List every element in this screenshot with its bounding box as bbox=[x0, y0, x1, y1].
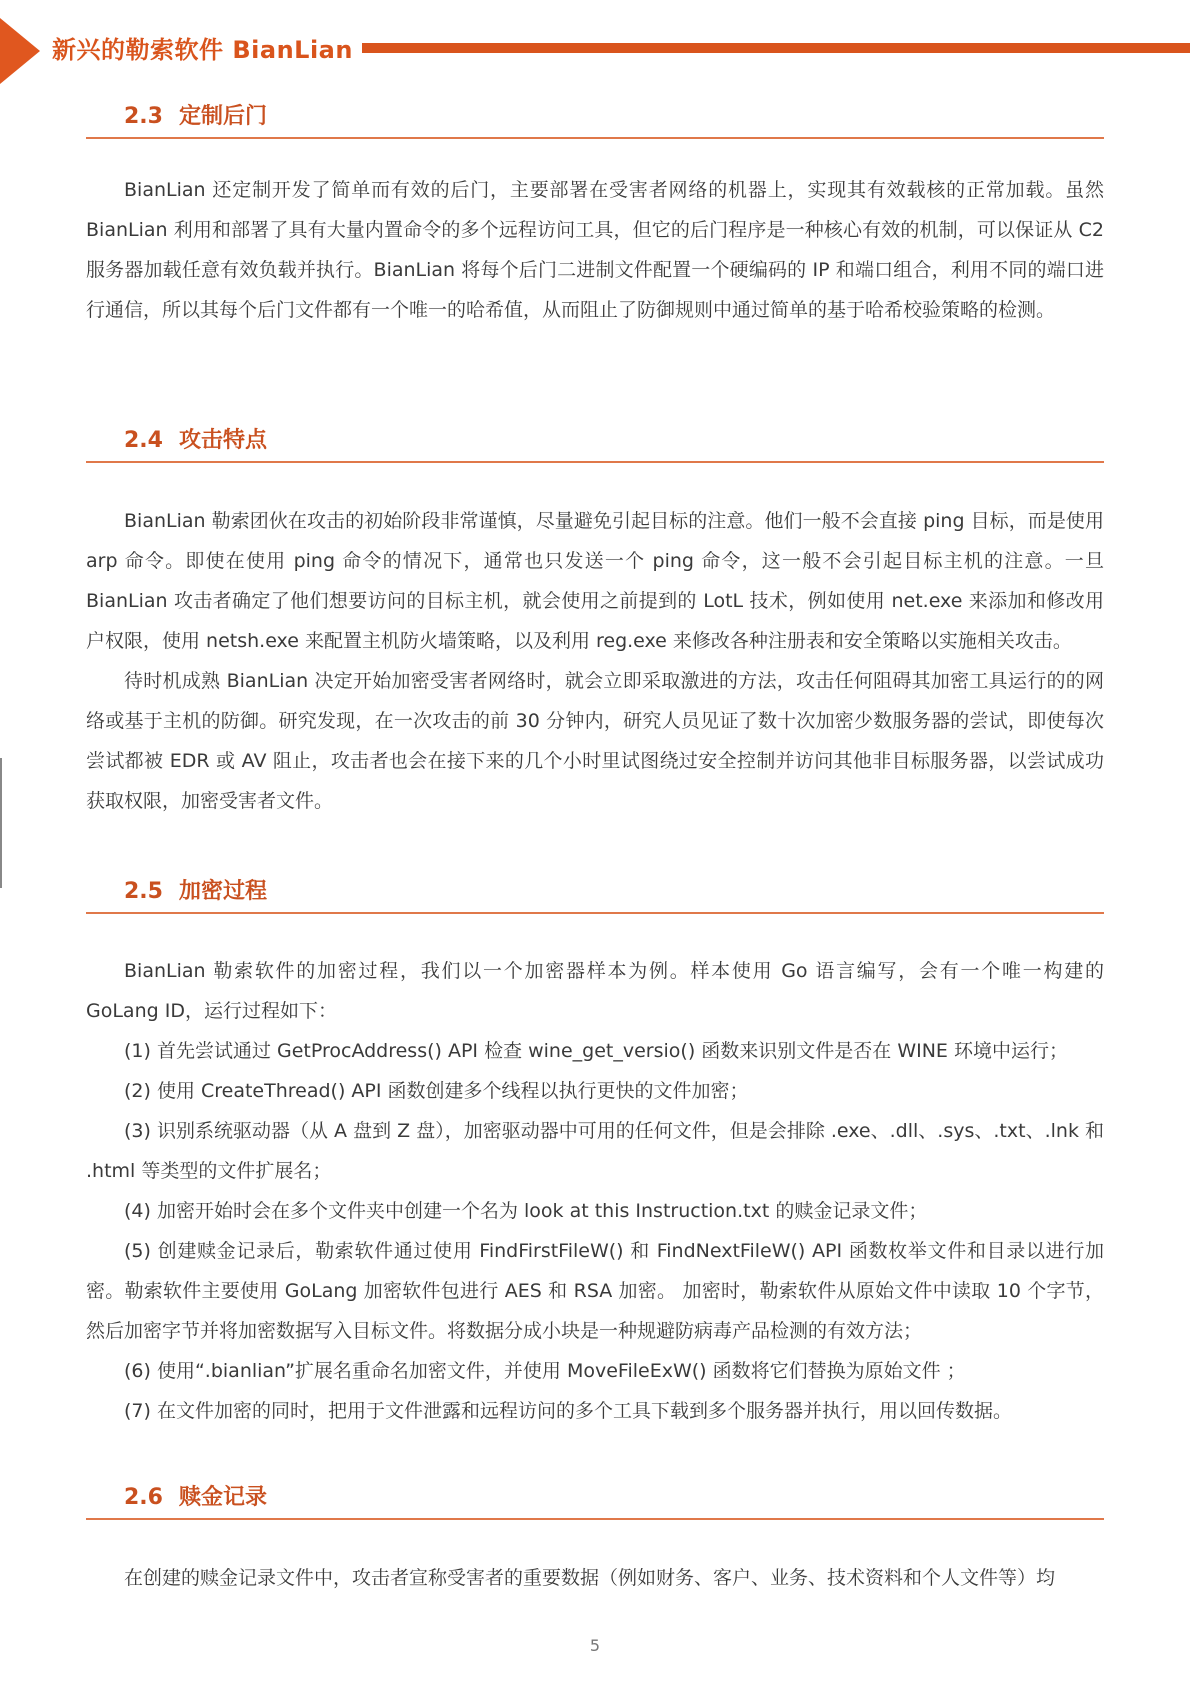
list-item: (2) 使用 CreateThread() API 函数创建多个线程以执行更快的文件加密； bbox=[124, 1080, 749, 1102]
list-item: (6) 使用“.bianlian”扩展名重命名加密文件，并使用 MoveFileExW() 函数将它们替换为原始文件 ； bbox=[124, 1360, 966, 1382]
list-item: (3) 识别系统驱动器（从 A 盘到 Z 盘），加密驱动器中可用的任何文件，但是会排除 .exe、.dll、.sys、.txt、.lnk 和 .html 等类型的文件扩展名； bbox=[86, 1120, 1104, 1182]
list-item: (4) 加密开始时会在多个文件夹中创建一个名为 look at this Instruction.txt 的赎金记录文件； bbox=[124, 1200, 928, 1222]
section-title: 赎金记录 bbox=[178, 1485, 267, 1510]
section-number: 2.4 bbox=[124, 428, 163, 453]
paragraph: 在创建的赎金记录文件中，攻击者宣称受害者的重要数据（例如财务、客户、业务、技术资料和个人文件等）均 bbox=[124, 1567, 1056, 1589]
list-item: (7) 在文件加密的同时，把用于文件泄露和远程访问的多个工具下载到多个服务器并执行，用以回传数据。 bbox=[124, 1400, 1012, 1422]
section-body-2-3 bbox=[86, 170, 1104, 330]
section-number: 2.6 bbox=[124, 1485, 163, 1510]
section-body-2-5 bbox=[86, 951, 1104, 1431]
list-item: (1) 首先尝试通过 GetProcAddress() API 检查 wine_get_versio() 函数来识别文件是否在 WINE 环境中运行； bbox=[124, 1040, 1068, 1062]
section-heading-2-3 bbox=[86, 97, 1104, 139]
header-bar bbox=[362, 43, 1190, 53]
paragraph: BianLian 勒索软件的加密过程，我们以一个加密器样本为例。样本使用 Go 语言编写，会有一个唯一构建的 GoLang ID，运行过程如下： bbox=[86, 960, 1104, 1022]
section-title: 加密过程 bbox=[178, 879, 267, 904]
section-title: 攻击特点 bbox=[178, 428, 267, 453]
paragraph: BianLian 还定制开发了简单而有效的后门，主要部署在受害者网络的机器上，实现其有效载核的正常加载。虽然 BianLian 利用和部署了具有大量内置命令的多个远程访问工具，但它的后门程序是一种核心有效的机制，可以保证从 C2 服务器加载任意有效负载并执行。BianLian 将每个后门二进制文件配置一个硬编码的 IP 和端口组合，利用不同的端口进行通信，所以其每个后门文件都有一个唯一的哈希值，从而阻止了防御规则中通过简单的基于哈希校验策略的检测。 bbox=[86, 179, 1104, 321]
paragraph: 待时机成熟 BianLian 决定开始加密受害者网络时，就会立即采取激进的方法，攻击任何阻碍其加密工具运行的的网络或基于主机的防御。研究发现，在一次攻击的前 30 分钟内，研究人员见证了数十次加密少数服务器的尝试，即使每次尝试都被 EDR 或 AV 阻止，攻击者也会在接下来的几个小时里试图绕过安全控制并访问其他非目标服务器，以尝试成功获取权限，加密受害者文件。 bbox=[86, 670, 1104, 812]
section-number: 2.3 bbox=[124, 104, 163, 129]
header-triangle-marker bbox=[0, 18, 40, 84]
section-heading-2-5 bbox=[86, 872, 1104, 914]
section-body-2-4 bbox=[86, 501, 1104, 821]
section-heading-2-4 bbox=[86, 421, 1104, 463]
header-title: 新兴的勒索软件 BianLian bbox=[52, 36, 353, 64]
list-item: (5) 创建赎金记录后，勒索软件通过使用 FindFirstFileW() 和 FindNextFileW() API 函数枚举文件和目录以进行加密。勒索软件主要使用 GoLang 加密软件包进行 AES 和 RSA 加密。 加密时，勒索软件从原始文件中读取 10 个字节，然后加密字节并将加密数据写入目标文件。将数据分成小块是一种规避防病毒产品检测的有效方法； bbox=[86, 1240, 1104, 1342]
paragraph: BianLian 勒索团伙在攻击的初始阶段非常谨慎，尽量避免引起目标的注意。他们一般不会直接 ping 目标，而是使用 arp 命令。即使在使用 ping 命令的情况下，通常也只发送一个 ping 命令，这一般不会引起目标主机的注意。一旦 BianLian 攻击者确定了他们想要访问的目标主机，就会使用之前提到的 LotL 技术，例如使用 net.exe 来添加和修改用户权限，使用 netsh.exe 来配置主机防火墙策略，以及利用 reg.exe 来修改各种注册表和安全策略以实施相关攻击。 bbox=[86, 510, 1104, 652]
section-title: 定制后门 bbox=[178, 104, 267, 129]
section-number: 2.5 bbox=[124, 879, 163, 904]
section-heading-2-6 bbox=[86, 1478, 1104, 1520]
page-number: 5 bbox=[589, 1636, 601, 1655]
side-margin-mark bbox=[0, 758, 2, 888]
section-body-2-6 bbox=[86, 1558, 1104, 1598]
